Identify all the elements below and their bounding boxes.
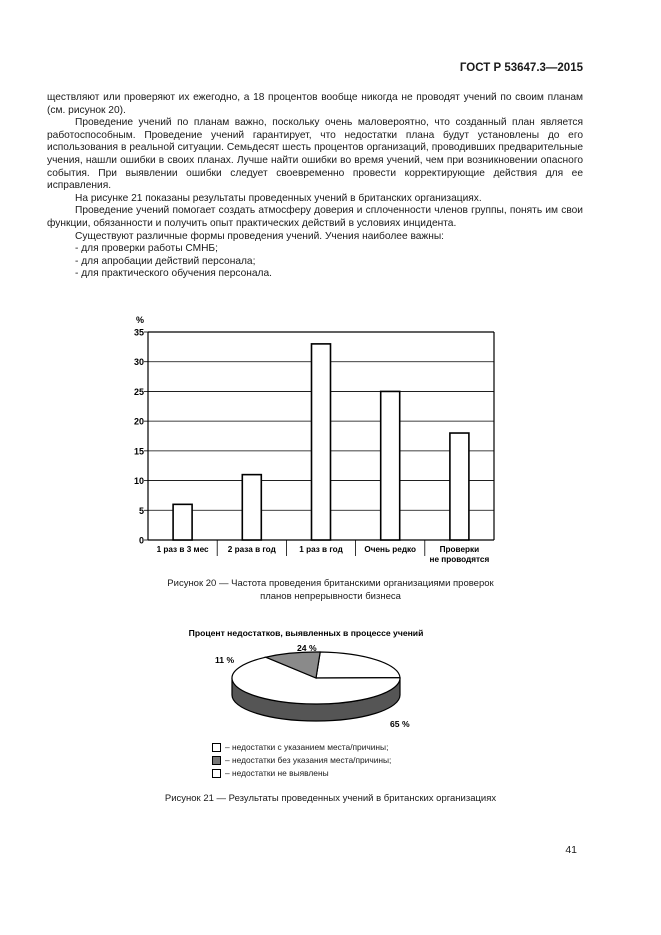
- list-item: - для апробации действий персонала;: [75, 255, 256, 267]
- legend-item: [212, 767, 391, 780]
- legend-item: [212, 741, 391, 754]
- bar-chart: [120, 312, 510, 572]
- legend-item: [212, 754, 391, 767]
- caption-line: Рисунок 20 — Частота проведения британскими организациями проверок: [167, 578, 494, 589]
- bar: [381, 391, 400, 540]
- legend-label: – недостатки с указанием места/причины;: [225, 742, 389, 752]
- x-tick-label: 2 раза в год: [227, 545, 276, 554]
- list-item: - для проверки работы СМНБ;: [75, 243, 218, 255]
- pie-title: Процент недостатков, выявленных в процессе учений: [188, 628, 424, 638]
- figure-21-caption: Рисунок 21 — Результаты проведенных учений в британских организациях: [164, 793, 497, 804]
- x-tick-label: 1 раз в 3 мес: [156, 545, 209, 554]
- x-tick-label: Очень редко: [364, 545, 417, 554]
- y-tick-label: 0: [138, 535, 144, 546]
- legend-swatch-white: [212, 769, 221, 778]
- pie-data-label: 24 %: [297, 643, 317, 653]
- y-tick-label: 30: [133, 357, 144, 368]
- caption-line: планов непрерывности бизнеса: [260, 590, 401, 602]
- legend-label: – недостатки не выявлены: [225, 768, 329, 778]
- paragraph: Проведение учений помогает создать атмосферу доверия и сплоченности членов группы, понять им свои функции, обязанности и получить опыт практических действий в условиях инцидента.: [47, 205, 583, 229]
- x-tick-label: не проводятся: [429, 555, 490, 564]
- bar: [173, 504, 192, 540]
- y-tick-label: 35: [133, 327, 144, 338]
- y-tick-label: 10: [133, 476, 144, 487]
- page-number: 41: [565, 844, 577, 856]
- y-tick-label: 20: [133, 416, 144, 427]
- y-tick-label: 25: [133, 386, 144, 397]
- paragraph: ществляют или проверяют их ежегодно, а 18 процентов вообще никогда не проводят учений по своим планам (см. рисунок 20).: [47, 92, 583, 116]
- paragraph: На рисунке 21 показаны результаты проведенных учений в британских организациях.: [75, 192, 482, 204]
- bar: [312, 344, 331, 540]
- y-tick-label: 5: [138, 505, 144, 516]
- legend-label: – недостатки без указания места/причины;: [225, 755, 392, 765]
- x-tick-label: Проверки: [439, 545, 480, 554]
- paragraph: Существуют различные формы проведения учений. Учения наиболее важны:: [75, 230, 444, 242]
- body-text: [47, 92, 583, 281]
- figure-20-caption: [60, 578, 601, 603]
- pie-legend: [212, 741, 391, 780]
- bar: [242, 475, 261, 540]
- pie-chart: [170, 620, 440, 735]
- y-axis-unit: %: [136, 315, 145, 325]
- paragraph: Проведение учений по планам важно, поскольку очень маловероятно, что созданный план является работоспособным. Проведение учений гарантирует, что недостатки плана будут установлены до его использования в реальной ситуации. Семьдесят шесть процентов организаций, проводивших предварительные учения, нашли ошибки в своих планах. Лучше найти ошибки во время учений, чем при возникновении опасного события. При выявлении ошибки следует своевременно провести корректирующие действия для ее исправления.: [47, 117, 583, 192]
- bar: [450, 433, 469, 540]
- list-item: - для практического обучения персонала.: [75, 268, 272, 280]
- legend-swatch-gray: [212, 756, 221, 765]
- pie-slice: [316, 652, 400, 678]
- pie-data-label: 65 %: [390, 719, 410, 729]
- x-tick-label: 1 раз в год: [299, 545, 343, 554]
- document-code: ГОСТ Р 53647.3—2015: [459, 62, 583, 74]
- pie-data-label: 11 %: [215, 655, 235, 665]
- y-tick-label: 15: [133, 446, 144, 457]
- legend-swatch-white: [212, 743, 221, 752]
